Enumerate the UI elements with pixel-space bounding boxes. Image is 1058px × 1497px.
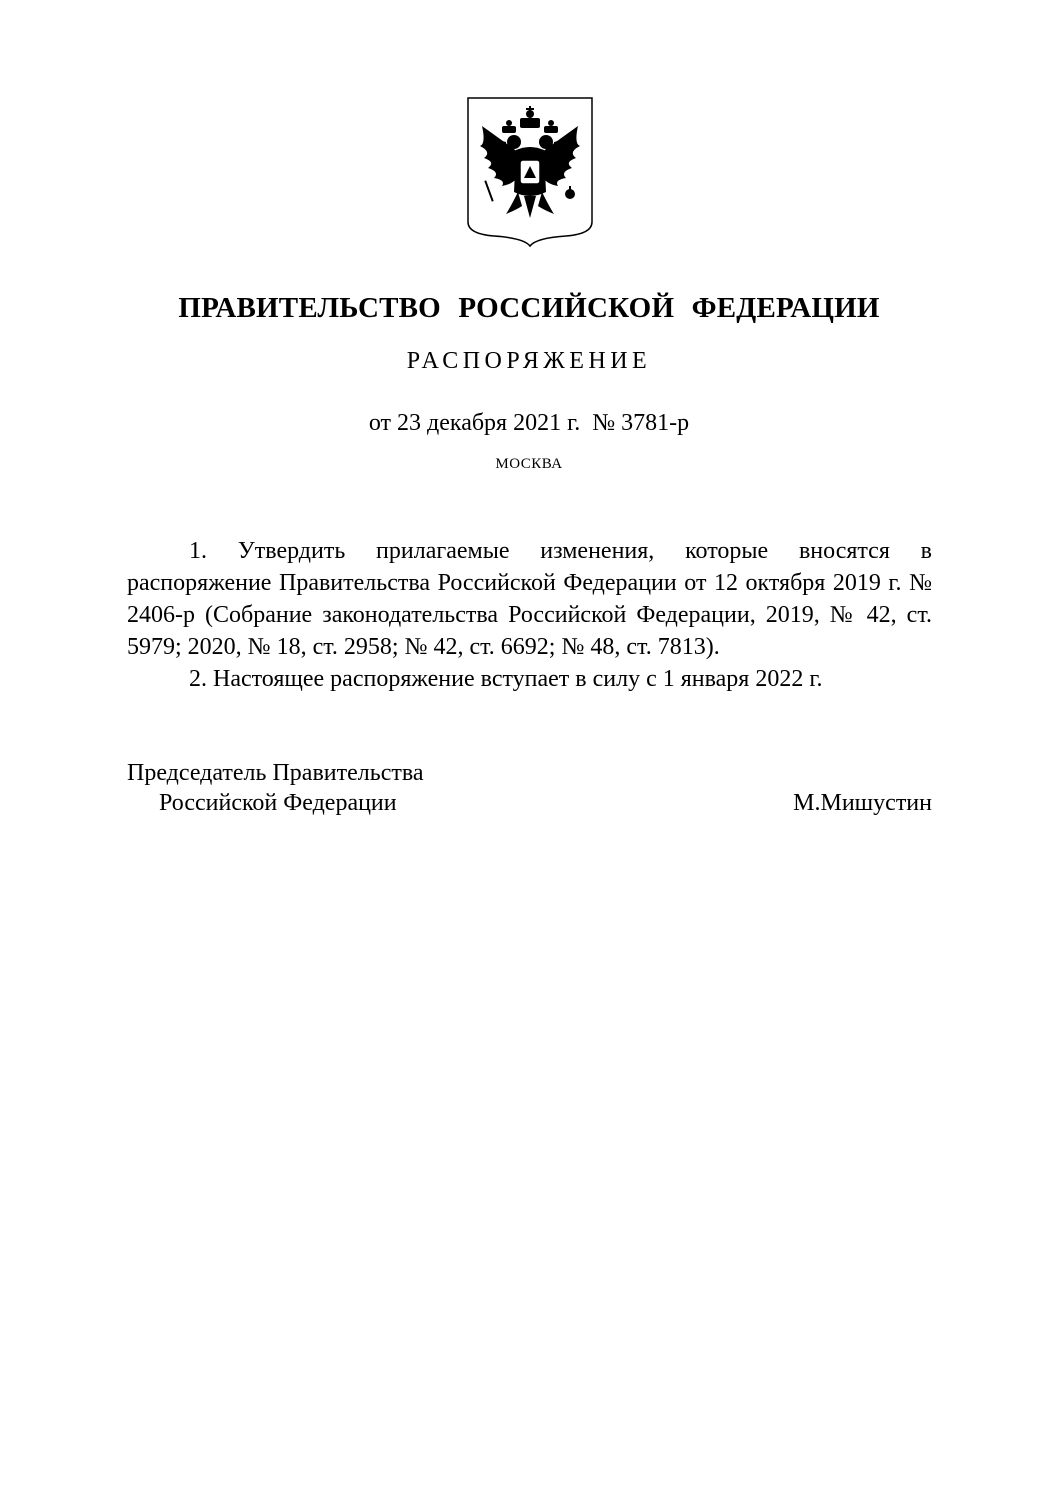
document-date-number: от 23 декабря 2021 г. № 3781-р: [368, 410, 690, 436]
paragraph-1: 1. Утвердить прилагаемые изменения, которые вносятся в распоряжение Правительства Российской Федерации от 12 октября 2019 г. № 2406-р (Собрание законодательства Российской Федерации, 2019, № 42, ст. 5979; 2020, № 18, ст. 2958; № 42, ст. 6692; № 48, ст. 7813).: [127, 538, 932, 660]
issuer-title: ПРАВИТЕЛЬСТВО РОССИЙСКОЙ ФЕДЕРАЦИИ: [178, 292, 880, 324]
document-type: РАСПОРЯЖЕНИЕ: [406, 348, 652, 374]
signatory-position-line-1: Председатель Правительства: [127, 760, 424, 786]
signature-block: [127, 758, 932, 818]
document-city: МОСКВА: [495, 456, 563, 472]
signatory-name: М.Мишустин: [793, 790, 932, 816]
signatory-position-line-2: Российской Федерации: [159, 790, 397, 816]
russian-coat-of-arms-icon: [466, 96, 594, 248]
paragraph-2: 2. Настоящее распоряжение вступает в силу с 1 января 2022 г.: [189, 666, 823, 692]
signature-row: [127, 788, 932, 818]
document-body: [127, 535, 932, 695]
